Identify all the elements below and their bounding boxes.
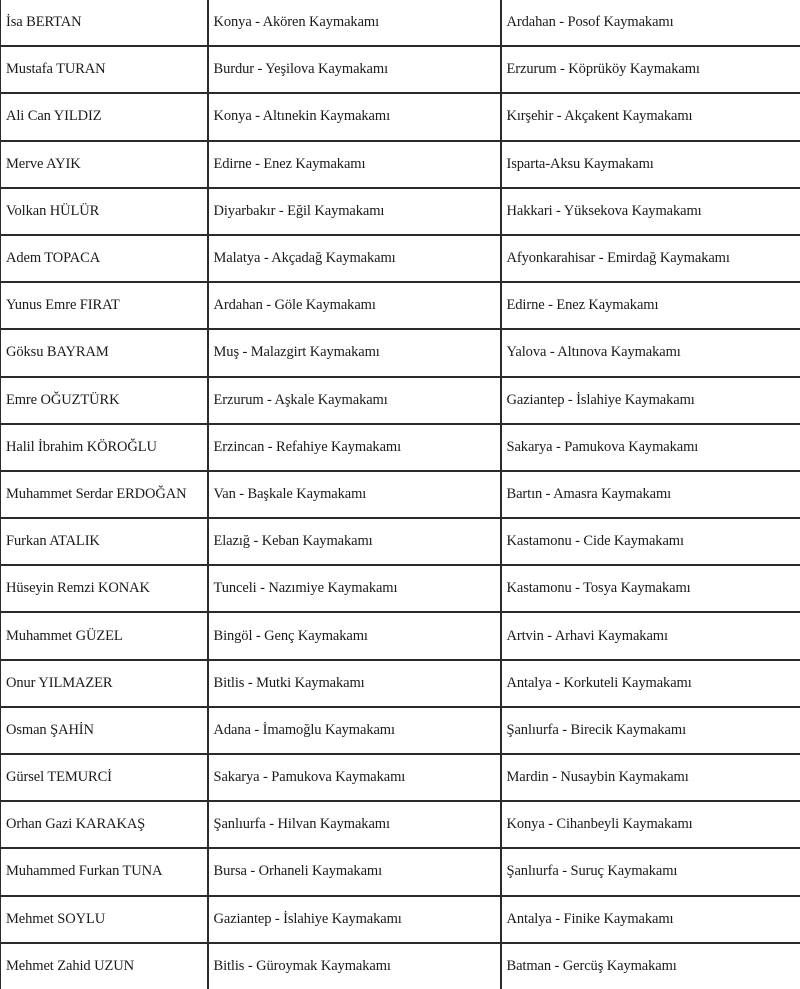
new-post-cell: Gaziantep - İslahiye Kaymakamı — [501, 377, 800, 424]
table-row — [1, 424, 800, 471]
table-row — [1, 0, 800, 46]
current-post-cell: Diyarbakır - Eğil Kaymakamı — [208, 188, 501, 235]
new-post-cell: Ardahan - Posof Kaymakamı — [501, 0, 800, 46]
current-post-cell: Bingöl - Genç Kaymakamı — [208, 612, 501, 659]
current-post-cell: Bursa - Orhaneli Kaymakamı — [208, 848, 501, 895]
current-post-cell: Bitlis - Mutki Kaymakamı — [208, 660, 501, 707]
new-post-cell: Hakkari - Yüksekova Kaymakamı — [501, 188, 800, 235]
person-name-cell: Orhan Gazi KARAKAŞ — [1, 801, 208, 848]
table-row — [1, 518, 800, 565]
new-post-cell: Mardin - Nusaybin Kaymakamı — [501, 754, 800, 801]
table-row — [1, 612, 800, 659]
person-name-cell: Hüseyin Remzi KONAK — [1, 565, 208, 612]
table-row — [1, 471, 800, 518]
person-name-cell: Furkan ATALIK — [1, 518, 208, 565]
table-row — [1, 93, 800, 140]
new-post-cell: Kastamonu - Cide Kaymakamı — [501, 518, 800, 565]
person-name-cell: Muhammed Furkan TUNA — [1, 848, 208, 895]
person-name-cell: Onur YILMAZER — [1, 660, 208, 707]
current-post-cell: Bitlis - Güroymak Kaymakamı — [208, 943, 501, 989]
table-row — [1, 848, 800, 895]
new-post-cell: Konya - Cihanbeyli Kaymakamı — [501, 801, 800, 848]
current-post-cell: Tunceli - Nazımiye Kaymakamı — [208, 565, 501, 612]
current-post-cell: Van - Başkale Kaymakamı — [208, 471, 501, 518]
table-row — [1, 660, 800, 707]
current-post-cell: Erzurum - Aşkale Kaymakamı — [208, 377, 501, 424]
current-post-cell: Ardahan - Göle Kaymakamı — [208, 282, 501, 329]
table-row — [1, 46, 800, 93]
new-post-cell: Batman - Gercüş Kaymakamı — [501, 943, 800, 989]
person-name-cell: Ali Can YILDIZ — [1, 93, 208, 140]
person-name-cell: Muhammet Serdar ERDOĞAN — [1, 471, 208, 518]
person-name-cell: Muhammet GÜZEL — [1, 612, 208, 659]
current-post-cell: Adana - İmamoğlu Kaymakamı — [208, 707, 501, 754]
new-post-cell: Antalya - Korkuteli Kaymakamı — [501, 660, 800, 707]
person-name-cell: Gürsel TEMURCİ — [1, 754, 208, 801]
person-name-cell: Mehmet Zahid UZUN — [1, 943, 208, 989]
new-post-cell: Kastamonu - Tosya Kaymakamı — [501, 565, 800, 612]
new-post-cell: Antalya - Finike Kaymakamı — [501, 896, 800, 943]
person-name-cell: İsa BERTAN — [1, 0, 208, 46]
current-post-cell: Konya - Akören Kaymakamı — [208, 0, 501, 46]
table-row — [1, 707, 800, 754]
new-post-cell: Afyonkarahisar - Emirdağ Kaymakamı — [501, 235, 800, 282]
current-post-cell: Muş - Malazgirt Kaymakamı — [208, 329, 501, 376]
current-post-cell: Erzincan - Refahiye Kaymakamı — [208, 424, 501, 471]
current-post-cell: Gaziantep - İslahiye Kaymakamı — [208, 896, 501, 943]
current-post-cell: Şanlıurfa - Hilvan Kaymakamı — [208, 801, 501, 848]
new-post-cell: Isparta-Aksu Kaymakamı — [501, 141, 800, 188]
person-name-cell: Osman ŞAHİN — [1, 707, 208, 754]
new-post-cell: Şanlıurfa - Birecik Kaymakamı — [501, 707, 800, 754]
table-row — [1, 377, 800, 424]
current-post-cell: Elazığ - Keban Kaymakamı — [208, 518, 501, 565]
table-row — [1, 141, 800, 188]
person-name-cell: Adem TOPACA — [1, 235, 208, 282]
current-post-cell: Sakarya - Pamukova Kaymakamı — [208, 754, 501, 801]
table-row — [1, 565, 800, 612]
new-post-cell: Bartın - Amasra Kaymakamı — [501, 471, 800, 518]
person-name-cell: Halil İbrahim KÖROĞLU — [1, 424, 208, 471]
new-post-cell: Artvin - Arhavi Kaymakamı — [501, 612, 800, 659]
person-name-cell: Volkan HÜLÜR — [1, 188, 208, 235]
person-name-cell: Emre OĞUZTÜRK — [1, 377, 208, 424]
new-post-cell: Kırşehir - Akçakent Kaymakamı — [501, 93, 800, 140]
person-name-cell: Göksu BAYRAM — [1, 329, 208, 376]
table-row — [1, 329, 800, 376]
new-post-cell: Yalova - Altınova Kaymakamı — [501, 329, 800, 376]
table-row — [1, 282, 800, 329]
table-row — [1, 896, 800, 943]
person-name-cell: Yunus Emre FIRAT — [1, 282, 208, 329]
person-name-cell: Mehmet SOYLU — [1, 896, 208, 943]
current-post-cell: Konya - Altınekin Kaymakamı — [208, 93, 501, 140]
new-post-cell: Şanlıurfa - Suruç Kaymakamı — [501, 848, 800, 895]
person-name-cell: Merve AYIK — [1, 141, 208, 188]
current-post-cell: Burdur - Yeşilova Kaymakamı — [208, 46, 501, 93]
appointments-table-body — [1, 0, 800, 989]
person-name-cell: Mustafa TURAN — [1, 46, 208, 93]
table-row — [1, 235, 800, 282]
table-row — [1, 943, 800, 989]
new-post-cell: Edirne - Enez Kaymakamı — [501, 282, 800, 329]
table-row — [1, 801, 800, 848]
new-post-cell: Sakarya - Pamukova Kaymakamı — [501, 424, 800, 471]
new-post-cell: Erzurum - Köprüköy Kaymakamı — [501, 46, 800, 93]
table-row — [1, 754, 800, 801]
current-post-cell: Malatya - Akçadağ Kaymakamı — [208, 235, 501, 282]
current-post-cell: Edirne - Enez Kaymakamı — [208, 141, 501, 188]
table-row — [1, 188, 800, 235]
